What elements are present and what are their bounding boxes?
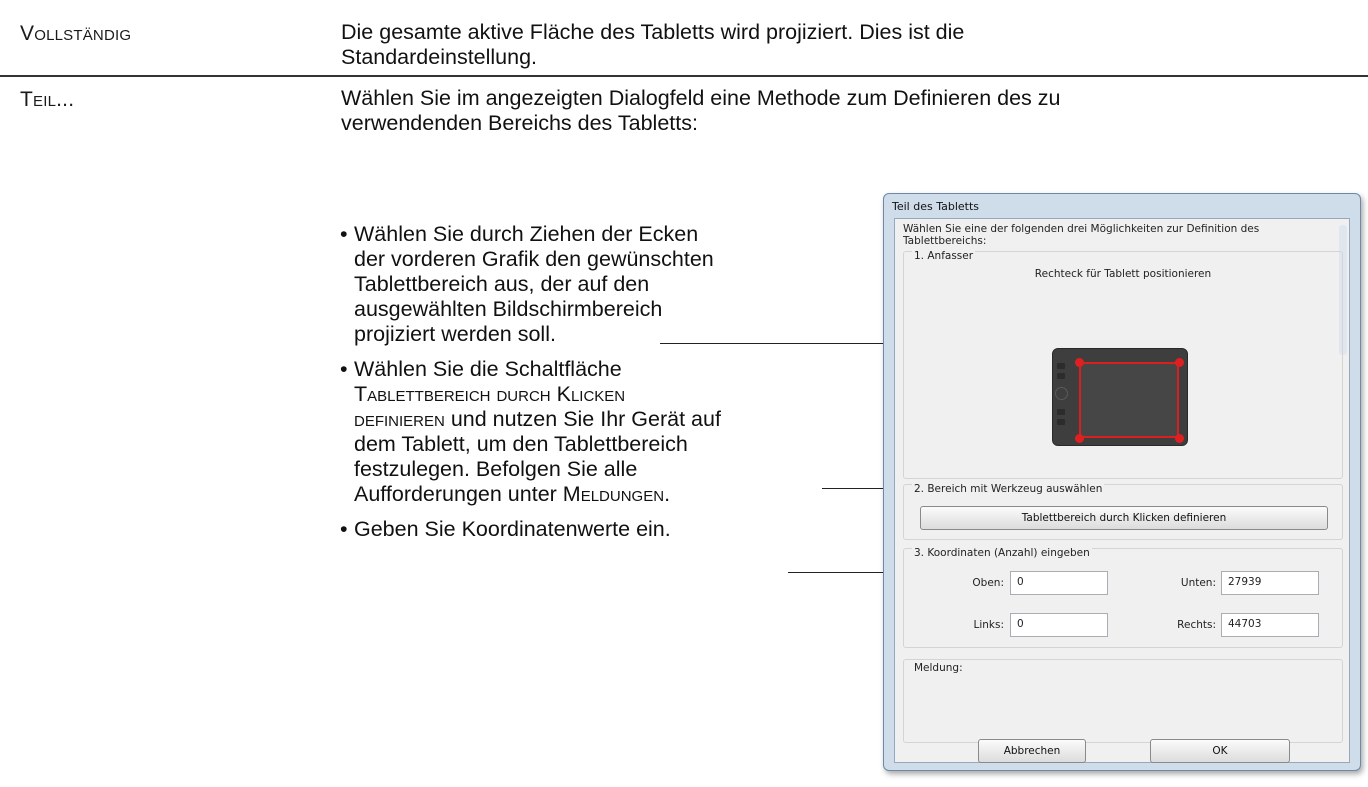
corner-handle-bottom-right[interactable] (1175, 434, 1184, 443)
bullet-line: der vorderen Grafik den gewünschten (354, 247, 714, 271)
group-message (903, 659, 1343, 743)
bullet-line: definieren (354, 407, 445, 431)
group-handles (903, 251, 1343, 479)
ok-button[interactable]: OK (1150, 739, 1290, 763)
right-field[interactable]: 44703 (1221, 613, 1319, 637)
dialog-intro: Wählen Sie eine der folgenden drei Möglichkeiten zur Definition des Tablettbereichs: (903, 223, 1260, 247)
row-divider (0, 75, 1368, 77)
bullet-icon: • (340, 517, 348, 541)
list-item-coordinates (330, 517, 830, 542)
group-title-coordinates: 3. Koordinaten (Anzahl) eingeben (914, 547, 1090, 559)
group-title-handles: 1. Anfasser (914, 250, 974, 262)
description-line: Wählen Sie im angezeigten Dialogfeld eine Methode zum Definieren des zu (341, 86, 1061, 110)
bullet-line: ausgewählten Bildschirmbereich (354, 297, 663, 321)
left-label: Links: (973, 619, 1004, 631)
left-field[interactable]: 0 (1010, 613, 1108, 637)
right-label: Rechts: (1177, 619, 1216, 631)
define-area-by-click-button[interactable]: Tablettbereich durch Klicken definieren (920, 506, 1328, 530)
list-item-handles (330, 222, 830, 347)
bottom-field[interactable]: 27939 (1221, 571, 1319, 595)
bullet-line: Aufforderungen unter (354, 482, 563, 506)
bullet-icon: • (340, 357, 348, 381)
bullet-line: Meldungen (562, 482, 665, 506)
top-label: Oben: (972, 577, 1004, 589)
bullet-line: Tablettbereich durch Klicken (354, 382, 626, 406)
bullet-icon: • (340, 222, 348, 246)
tablet-touch-ring (1055, 387, 1068, 400)
description-line: verwendenden Bereichs des Tabletts: (341, 111, 698, 135)
message-label: Meldung: (914, 662, 963, 674)
cancel-button[interactable]: Abbrechen (978, 739, 1086, 763)
bullet-line: Wählen Sie durch Ziehen der Ecken (354, 222, 699, 246)
row-label-teil: Teil... (20, 88, 75, 111)
bullet-line: und nutzen Sie Ihr Gerät auf (444, 407, 721, 431)
tablet-express-key (1057, 373, 1065, 379)
row-description-teil (341, 86, 1060, 136)
corner-handle-top-right[interactable] (1175, 358, 1184, 367)
bullet-line: . (664, 482, 671, 506)
tablet-area-dialog (883, 193, 1361, 771)
group-tool-select (903, 484, 1343, 540)
handles-instruction: Rechteck für Tablett positionieren (1034, 268, 1212, 280)
dialog-title: Teil des Tabletts (892, 200, 980, 213)
bottom-label: Unten: (1180, 577, 1216, 589)
description-line: Die gesamte aktive Fläche des Tabletts wird projiziert. Dies ist die (341, 20, 965, 44)
bullet-line: Geben Sie Koordinatenwerte ein. (354, 517, 671, 541)
bullet-line: Wählen Sie die Schaltfläche (354, 357, 622, 381)
corner-handle-top-left[interactable] (1075, 358, 1084, 367)
list-item-click-define (330, 357, 830, 507)
tablet-express-key (1057, 409, 1065, 415)
bullet-line: dem Tablett, um den Tablettbereich (354, 432, 688, 456)
group-coordinates (903, 548, 1343, 648)
tablet-express-key (1057, 419, 1065, 425)
dialog-body (894, 218, 1350, 763)
method-list (330, 222, 830, 542)
tablet-graphic (1052, 348, 1188, 446)
tablet-area-rectangle[interactable] (1079, 362, 1179, 438)
row-description-vollstaendig (341, 20, 964, 70)
tablet-express-key (1057, 363, 1065, 369)
description-line: Standardeinstellung. (341, 45, 538, 69)
bullet-line: projiziert werden soll. (354, 322, 556, 346)
group-title-tool-select: 2. Bereich mit Werkzeug auswählen (914, 483, 1103, 495)
bullet-line: festzulegen. Befolgen Sie alle (354, 457, 638, 481)
corner-handle-bottom-left[interactable] (1075, 434, 1084, 443)
top-field[interactable]: 0 (1010, 571, 1108, 595)
bullet-line: Tablettbereich aus, der auf den (354, 272, 650, 296)
row-label-vollstaendig: Vollständig (20, 22, 132, 45)
